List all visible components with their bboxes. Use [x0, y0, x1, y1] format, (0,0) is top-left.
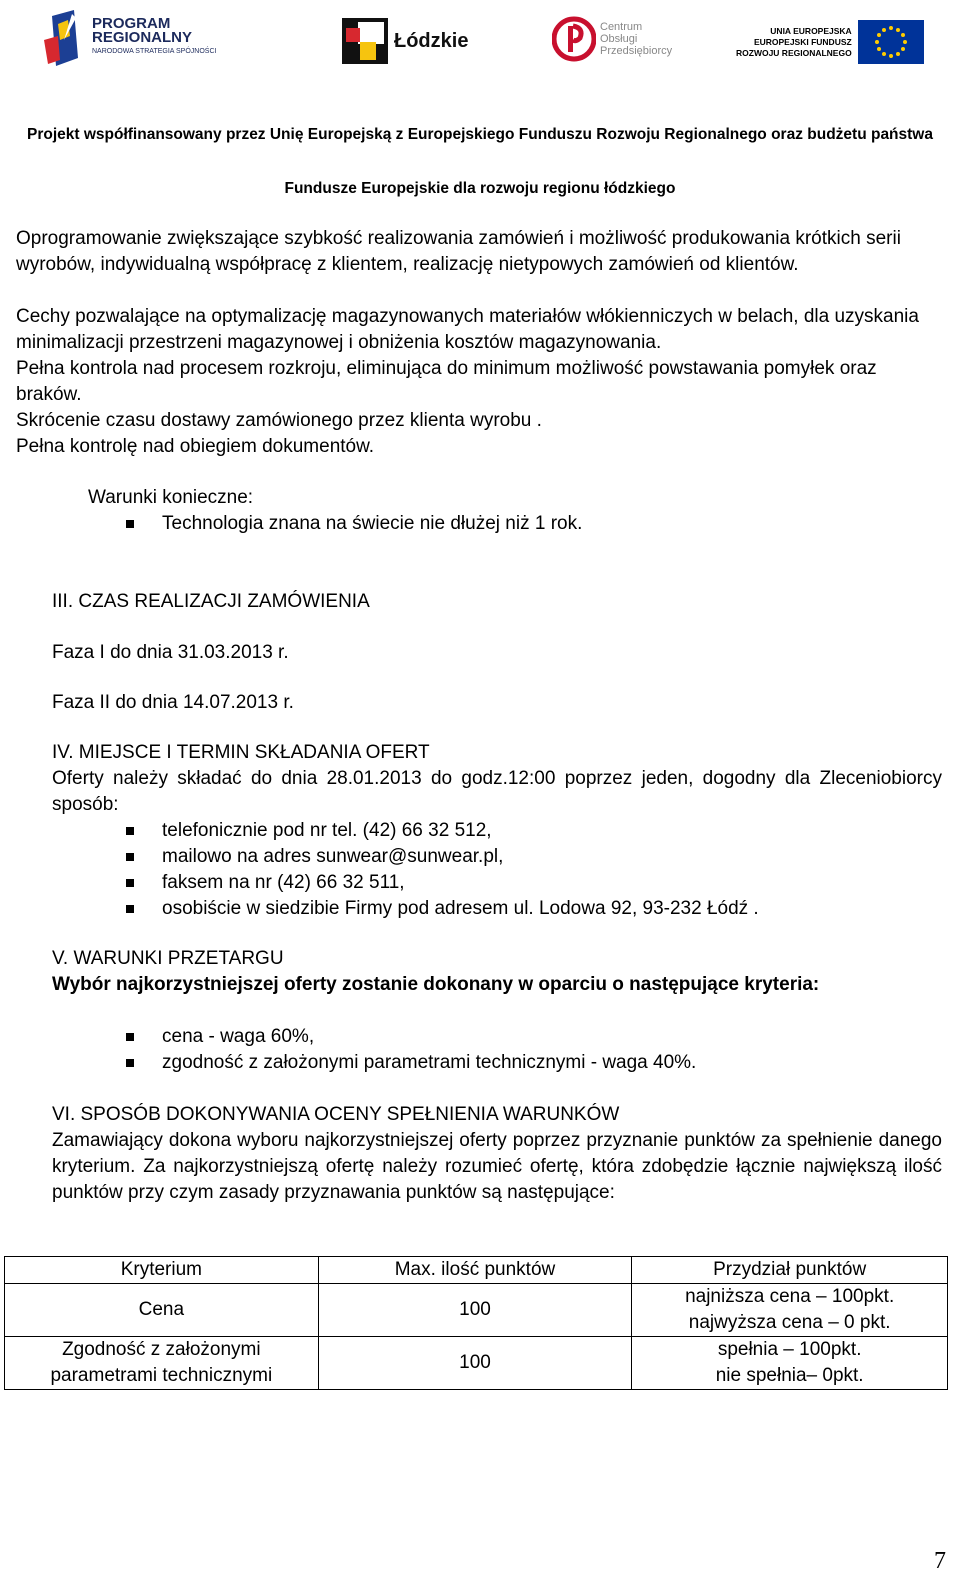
unia-europejska-logo — [736, 20, 924, 64]
intro-paragraph-4: Skrócenie czasu dostawy zamówionego przez klienta wyrobu . — [16, 410, 542, 431]
alloc-line: spełnia – 100pkt. — [717, 1339, 862, 1360]
program-logo-line1: PROGRAM — [92, 15, 171, 32]
ue-line2: EUROPEJSKI FUNDUSZ — [753, 36, 852, 47]
lodzkie-emblem-icon — [342, 18, 388, 64]
logo-bar — [0, 0, 960, 80]
table-cell-alloc — [632, 1284, 948, 1337]
section-5-title: V. WARUNKI PRZETARGU — [52, 948, 284, 969]
section-4-title: IV. MIEJSCE I TERMIN SKŁADANIA OFERT — [52, 742, 430, 763]
centrum-emblem-icon — [552, 16, 596, 62]
conditions-title: Warunki konieczne: — [88, 487, 254, 508]
table-cell-criterion: Cena — [5, 1284, 319, 1337]
centrum-obslugi-logo — [552, 16, 672, 62]
submission-item — [126, 818, 906, 844]
section-3-title: III. CZAS REALIZACJI ZAMÓWIENIA — [52, 591, 370, 612]
cofinancing-header: Projekt współfinansowany przez Unię Europejską z Europejskiego Funduszu Rozwoju Regionalnego oraz budżetu państwa — [26, 126, 933, 143]
submission-item-text: mailowo na adres sunwear@sunwear.pl, — [162, 846, 504, 867]
program-regionalny-emblem-icon — [44, 10, 82, 66]
centrum-line2: Obsługi — [600, 33, 638, 45]
intro-paragraph-2: Cechy pozwalające na optymalizację magazynowanych materiałów włókienniczych w belach, dla uzyskania minimalizacji przestrzeni magazynowej i obniżenia kosztów magazynowania. — [16, 306, 919, 353]
table-cell-alloc — [632, 1337, 948, 1390]
intro-paragraph-5: Pełna kontrolę nad obiegiem dokumentów. — [16, 436, 375, 457]
conditions-item-text: Technologia znana na świecie nie dłużej niż 1 rok. — [162, 513, 583, 534]
alloc-line: najwyższa cena – 0 pkt. — [688, 1312, 891, 1333]
criteria-item — [126, 1024, 906, 1050]
table-header-cell: Max. ilość punktów — [318, 1257, 632, 1284]
eu-flag-icon — [858, 20, 924, 64]
submission-item-text: faksem na nr (42) 66 32 511, — [162, 872, 405, 893]
table-row — [5, 1337, 948, 1390]
lodzkie-logo-text: Łódzkie — [394, 29, 469, 52]
criteria-item — [126, 1050, 906, 1076]
table-header-cell: Kryterium — [5, 1257, 319, 1284]
centrum-line3: Przedsiębiorcy — [600, 45, 673, 57]
lodzkie-logo — [342, 18, 468, 64]
section-4-text: Oferty należy składać do dnia 28.01.2013 do godz.12:00 poprzez jeden, dogodny dla Zleceniobiorcy sposób: — [52, 768, 942, 815]
alloc-line: najniższa cena – 100pkt. — [685, 1286, 895, 1307]
criterion-line: Zgodność z założonymi — [62, 1339, 261, 1360]
scoring-table — [4, 1256, 948, 1390]
submission-item — [126, 896, 906, 922]
table-cell-criterion — [5, 1337, 319, 1390]
table-header-row — [5, 1257, 948, 1284]
ue-line1: UNIA EUROPEJSKA — [770, 25, 852, 36]
criterion-line: parametrami technicznymi — [50, 1365, 273, 1386]
criteria-item-text: cena - waga 60%, — [162, 1026, 315, 1047]
centrum-line1: Centrum — [600, 21, 643, 33]
section-5-text: Wybór najkorzystniejszej oferty zostanie dokonany w oparciu o następujące kryteria: — [52, 974, 820, 995]
funds-header: Fundusze Europejskie dla rozwoju regionu łódzkiego — [284, 180, 676, 197]
section-6-text: Zamawiający dokona wyboru najkorzystniejszej oferty poprzez przyznanie punktów za spełnienie danego kryterium. Za najkorzystniejszą ofertę należy rozumieć ofertę, która zdobędzie łącznie największą ilość punktów przy czym zasady przyznawania punktów są następujące: — [52, 1130, 942, 1203]
submission-item — [126, 870, 906, 896]
ue-line3: ROZWOJU REGIONALNEGO — [736, 47, 852, 58]
page-number: 7 — [934, 1548, 946, 1574]
phase-2: Faza II do dnia 14.07.2013 r. — [52, 692, 294, 713]
criteria-item-text: zgodność z założonymi parametrami technicznymi - waga 40%. — [162, 1052, 697, 1073]
phase-1: Faza I do dnia 31.03.2013 r. — [52, 642, 289, 663]
program-regionalny-logo — [44, 10, 216, 66]
table-cell-max: 100 — [318, 1337, 632, 1390]
section-6-title: VI. SPOSÓB DOKONYWANIA OCENY SPEŁNIENIA WARUNKÓW — [52, 1104, 620, 1125]
table-cell-max: 100 — [318, 1284, 632, 1337]
table-header-cell: Przydział punktów — [632, 1257, 948, 1284]
intro-paragraph-1: Oprogramowanie zwiększające szybkość realizowania zamówień i możliwość produkowania krótkich serii wyrobów, indywidualną współpracę z klientem, realizację nietypowych zamówień od klientów. — [16, 228, 901, 275]
intro-paragraph-3: Pełna kontrola nad procesem rozkroju, eliminująca do minimum możliwość powstawania pomyłek oraz braków. — [16, 358, 877, 405]
program-logo-line3: NARODOWA STRATEGIA SPÓJNOŚCI — [92, 48, 217, 55]
table-row — [5, 1284, 948, 1337]
submission-item — [126, 844, 906, 870]
submission-item-text: telefonicznie pod nr tel. (42) 66 32 512, — [162, 820, 492, 841]
program-logo-line2: REGIONALNY — [92, 29, 193, 46]
submission-item-text: osobiście w siedzibie Firmy pod adresem ul. Lodowa 92, 93-232 Łódź . — [162, 898, 759, 919]
alloc-line: nie spełnia– 0pkt. — [715, 1365, 864, 1386]
conditions-item — [126, 511, 826, 537]
